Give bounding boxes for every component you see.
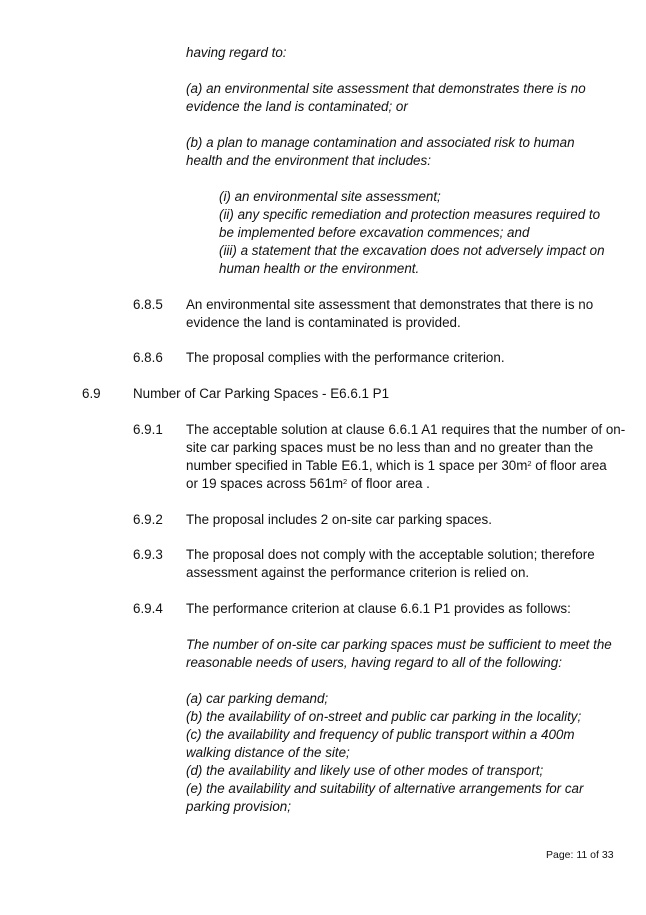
clause-6-8-6-text: The proposal complies with the performance criterion. bbox=[186, 350, 505, 365]
criterion-list-line: walking distance of the site; bbox=[186, 745, 350, 760]
quote-subitem-line: (i) an environmental site assessment; bbox=[219, 189, 441, 204]
clause-6-9-1-line-2: site car parking spaces must be no less than and no greater than the bbox=[186, 440, 594, 455]
clause-6-8-5-line-2: evidence the land is contaminated is provided. bbox=[186, 315, 461, 330]
criterion-list-line: (e) the availability and suitability of alternative arrangements for car bbox=[186, 781, 584, 796]
clause-number-6-9-2: 6.9.2 bbox=[133, 512, 163, 527]
quote-lead: having regard to: bbox=[186, 45, 287, 60]
quote-criterion-line-1: The number of on-site car parking spaces must be sufficient to meet the bbox=[186, 637, 612, 652]
clause-6-9-1-line-4: or 19 spaces across $561m^2$ of floor area . bbox=[186, 476, 430, 491]
superscript-2: 2 bbox=[527, 459, 532, 468]
criterion-list-line: parking provision; bbox=[186, 799, 291, 814]
quote-subitem-line: (ii) any specific remediation and protection measures required to bbox=[219, 207, 601, 222]
section-heading-6-9: Number of Car Parking Spaces - E6.6.1 P1 bbox=[133, 386, 390, 401]
page-number: Page: 11 of 33 bbox=[546, 849, 614, 861]
clause-number-6-8-6: 6.8.6 bbox=[133, 350, 163, 365]
clause-6-9-4-text: The performance criterion at clause 6.6.1 P1 provides as follows: bbox=[186, 601, 571, 616]
criterion-list-line: (a) car parking demand; bbox=[186, 691, 329, 706]
clause-number-6-9-3: 6.9.3 bbox=[133, 547, 163, 562]
superscript-2: 2 bbox=[343, 477, 348, 486]
clause-number-6-9-1: 6.9.1 bbox=[133, 422, 163, 437]
section-number-6-9: 6.9 bbox=[82, 386, 101, 401]
clause-6-9-1-line-1: The acceptable solution at clause 6.6.1 A1 requires that the number of on- bbox=[186, 422, 626, 437]
criterion-list-line: (c) the availability and frequency of public transport within a 400m bbox=[186, 727, 575, 742]
quote-subitem-line: (iii) a statement that the excavation does not adversely impact on bbox=[219, 243, 605, 258]
clause-number-6-9-4: 6.9.4 bbox=[133, 601, 163, 616]
quote-criterion-line-2: reasonable needs of users, having regard to all of the following: bbox=[186, 655, 562, 670]
clause-6-8-5-line-1: An environmental site assessment that demonstrates that there is no bbox=[186, 297, 594, 312]
quote-item-a-line-1: (a) an environmental site assessment that demonstrates there is no bbox=[186, 81, 586, 96]
criterion-list-line: (b) the availability of on-street and public car parking in the locality; bbox=[186, 709, 582, 724]
clause-number-6-8-5: 6.8.5 bbox=[133, 297, 163, 312]
quote-item-b-line-1: (b) a plan to manage contamination and associated risk to human bbox=[186, 135, 575, 150]
clause-6-9-2-text: The proposal includes 2 on-site car parking spaces. bbox=[186, 512, 492, 527]
quote-item-b-line-2: health and the environment that includes: bbox=[186, 153, 431, 168]
clause-6-9-1-line-3: number specified in Table E6.1, which is 1 space per $30m^2$ of floor area bbox=[186, 458, 607, 473]
clause-6-9-3-line-1: The proposal does not comply with the acceptable solution; therefore bbox=[186, 547, 595, 562]
quote-subitem-line: human health or the environment. bbox=[219, 261, 420, 276]
quote-subitem-line: be implemented before excavation commences; and bbox=[219, 225, 530, 240]
clause-6-9-3-line-2: assessment against the performance criterion is relied on. bbox=[186, 565, 530, 580]
quote-item-a-line-2: evidence the land is contaminated; or bbox=[186, 99, 408, 114]
criterion-list-line: (d) the availability and likely use of other modes of transport; bbox=[186, 763, 544, 778]
